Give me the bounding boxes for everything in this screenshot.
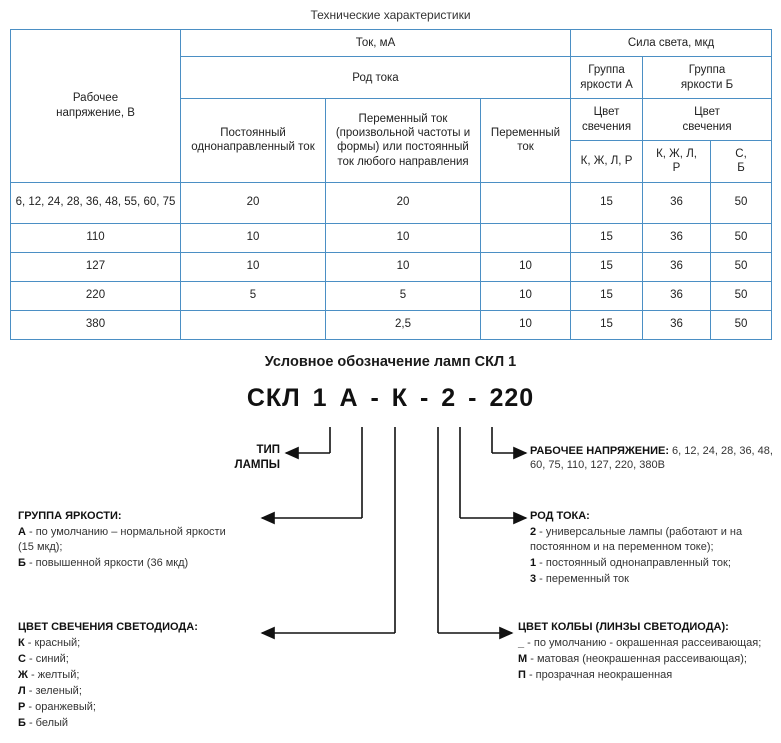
- list-item: [18, 652, 253, 667]
- list-item: [18, 684, 253, 699]
- brightness-group-list: [18, 525, 243, 571]
- current-kind-text: - универсальные лампы (работают и на постоянном и на переменном токе);: [530, 526, 743, 554]
- code-part-brightness: А: [339, 383, 359, 412]
- led-color-key: Б: [18, 716, 26, 729]
- current-kind-text: - постоянный однонаправленный ток;: [536, 557, 731, 570]
- bulb-color-list: [518, 636, 776, 683]
- header-current: Ток, мА: [181, 30, 571, 57]
- header-ac-arbitrary: Переменный ток (произвольной частоты и формы) или постоянный ток любого направления: [326, 99, 481, 183]
- label-bulb-color-title: ЦВЕТ КОЛБЫ (ЛИНЗЫ СВЕТОДИОДА):: [518, 620, 729, 633]
- cell-ac: 10: [481, 252, 571, 281]
- cell-b-sb: 50: [711, 182, 772, 223]
- header-dc-unidirectional: Постоянный однонаправленный ток: [181, 99, 326, 183]
- header-brightness-b: Группа яркости Б: [643, 57, 772, 99]
- cell-ac-any: 10: [326, 252, 481, 281]
- label-lamp-type: [150, 443, 280, 474]
- current-kind-text: - переменный ток: [536, 573, 629, 585]
- label-lamp-type-line1: ТИП: [256, 443, 280, 456]
- code-part-series: 1: [312, 383, 328, 412]
- header-current-kind: Род тока: [181, 57, 571, 99]
- header-voltage-line1: Рабочее: [72, 92, 119, 105]
- list-item: [18, 668, 253, 683]
- list-item: [18, 716, 253, 731]
- led-color-key: Ж: [18, 669, 28, 682]
- bulb-color-text: - прозрачная неокрашенная: [525, 669, 673, 682]
- cell-ac: [481, 182, 571, 223]
- cell-ac-any: 5: [326, 281, 481, 310]
- cell-b-sb: 50: [711, 223, 772, 252]
- list-item: [18, 636, 253, 651]
- code-separator-1: -: [370, 383, 380, 412]
- cell-ac: [481, 223, 571, 252]
- bulb-color-key: _: [518, 637, 525, 650]
- header-colors-a: К, Ж, Л, Р: [571, 140, 643, 182]
- bulb-color-key: П: [518, 669, 526, 682]
- cell-dc: [181, 310, 326, 339]
- code-part-current: 2: [441, 383, 457, 412]
- list-item: [530, 572, 778, 587]
- cell-a-klzhr: 15: [571, 252, 643, 281]
- header-voltage: [11, 30, 181, 183]
- label-current-kind: [530, 509, 778, 588]
- cell-dc: 5: [181, 281, 326, 310]
- header-brightness-a: Группа яркости А: [571, 57, 643, 99]
- cell-ac: 10: [481, 281, 571, 310]
- table-row: [11, 223, 772, 252]
- led-color-text: - оранжевый;: [25, 700, 96, 713]
- cell-b-klzhr: 36: [643, 281, 711, 310]
- table-header-row-1: [11, 30, 772, 57]
- brightness-key: А: [18, 526, 26, 539]
- brightness-text: - по умолчанию – нормальной яркости (15 мкд);: [18, 526, 226, 554]
- code-part-voltage: 220: [489, 383, 535, 412]
- table-row: [11, 281, 772, 310]
- led-color-key: С: [18, 653, 26, 666]
- cell-a-klzhr: 15: [571, 310, 643, 339]
- cell-b-klzhr: 36: [643, 252, 711, 281]
- list-item: [18, 700, 253, 715]
- cell-b-klzhr: 36: [643, 223, 711, 252]
- cell-a-klzhr: 15: [571, 182, 643, 223]
- designation-code: [0, 384, 781, 413]
- table-row: [11, 182, 772, 223]
- label-brightness-group-title: ГРУППА ЯРКОСТИ:: [18, 509, 122, 522]
- led-color-text: - красный;: [24, 637, 81, 650]
- bulb-color-key: М: [518, 653, 528, 666]
- cell-ac-any: 2,5: [326, 310, 481, 339]
- led-color-text: - желтый;: [27, 669, 80, 682]
- cell-ac-any: 20: [326, 182, 481, 223]
- cell-ac: 10: [481, 310, 571, 339]
- list-item: [530, 556, 778, 571]
- label-lamp-type-line2: ЛАМПЫ: [234, 459, 280, 472]
- header-ac: Переменный ток: [481, 99, 571, 183]
- current-kind-key: 1: [530, 557, 537, 570]
- designation-diagram: [0, 413, 781, 743]
- bulb-color-text: - матовая (неокрашенная рассеивающая);: [527, 653, 747, 666]
- cell-voltage: 220: [11, 281, 181, 310]
- cell-voltage: 127: [11, 252, 181, 281]
- specifications-table: [10, 29, 772, 340]
- list-item: [518, 668, 776, 683]
- bulb-color-text: - по умолчанию - окрашенная рассеивающая;: [524, 637, 762, 650]
- led-color-key: Р: [18, 700, 26, 713]
- table-title: Технические характеристики: [310, 8, 471, 22]
- table-row: [11, 310, 772, 339]
- cell-dc: 10: [181, 252, 326, 281]
- cell-dc: 20: [181, 182, 326, 223]
- led-color-list: [18, 636, 253, 730]
- header-colors-b1: К, Ж, Л, Р: [643, 140, 711, 182]
- led-color-key: К: [18, 637, 25, 650]
- label-working-voltage-text: 6, 12, 24, 28, 36, 48, 60, 75, 110, 127, 220, 380В: [530, 444, 773, 472]
- cell-voltage: 110: [11, 223, 181, 252]
- cell-a-klzhr: 15: [571, 223, 643, 252]
- cell-b-sb: 50: [711, 252, 772, 281]
- list-item: [518, 636, 776, 651]
- list-item: [18, 556, 243, 571]
- list-item: [18, 525, 243, 555]
- list-item: [530, 525, 778, 555]
- code-separator-2: -: [420, 383, 430, 412]
- cell-b-klzhr: 36: [643, 310, 711, 339]
- led-color-key: Л: [18, 685, 26, 697]
- code-part-type: СКЛ: [246, 383, 301, 412]
- led-color-text: - синий;: [25, 653, 69, 666]
- label-led-color: [18, 620, 253, 732]
- header-glow-color-b: Цвет свечения: [643, 99, 772, 141]
- header-luminance: Сила света, мкд: [571, 30, 772, 57]
- cell-dc: 10: [181, 223, 326, 252]
- code-separator-3: -: [468, 383, 478, 412]
- label-brightness-group: [18, 509, 243, 572]
- designation-title: Условное обозначение ламп СКЛ 1: [264, 353, 517, 370]
- cell-ac-any: 10: [326, 223, 481, 252]
- current-kind-key: 2: [530, 526, 537, 539]
- label-led-color-title: ЦВЕТ СВЕЧЕНИЯ СВЕТОДИОДА:: [18, 620, 198, 633]
- list-item: [518, 652, 776, 667]
- cell-voltage: 380: [11, 310, 181, 339]
- current-kind-list: [530, 525, 778, 586]
- header-glow-color-a: Цвет свечения: [571, 99, 643, 141]
- table-row: [11, 252, 772, 281]
- header-colors-b2: С, Б: [711, 140, 772, 182]
- cell-voltage: 6, 12, 24, 28, 36, 48, 55, 60, 75: [11, 182, 181, 223]
- header-voltage-line2: напряжение, В: [56, 106, 135, 119]
- led-color-text: - зеленый;: [25, 685, 82, 697]
- label-working-voltage-title: РАБОЧЕЕ НАПРЯЖЕНИЕ:: [530, 444, 669, 457]
- code-part-color: К: [391, 383, 409, 412]
- brightness-key: Б: [18, 557, 26, 570]
- brightness-text: - повышенной яркости (36 мкд): [25, 557, 189, 570]
- cell-b-sb: 50: [711, 310, 772, 339]
- cell-b-klzhr: 36: [643, 182, 711, 223]
- cell-a-klzhr: 15: [571, 281, 643, 310]
- label-bulb-color: [518, 620, 776, 684]
- label-current-kind-title: РОД ТОКА:: [530, 509, 590, 522]
- current-kind-key: 3: [530, 573, 537, 585]
- cell-b-sb: 50: [711, 281, 772, 310]
- label-working-voltage: [530, 444, 775, 474]
- led-color-text: - белый: [25, 716, 69, 729]
